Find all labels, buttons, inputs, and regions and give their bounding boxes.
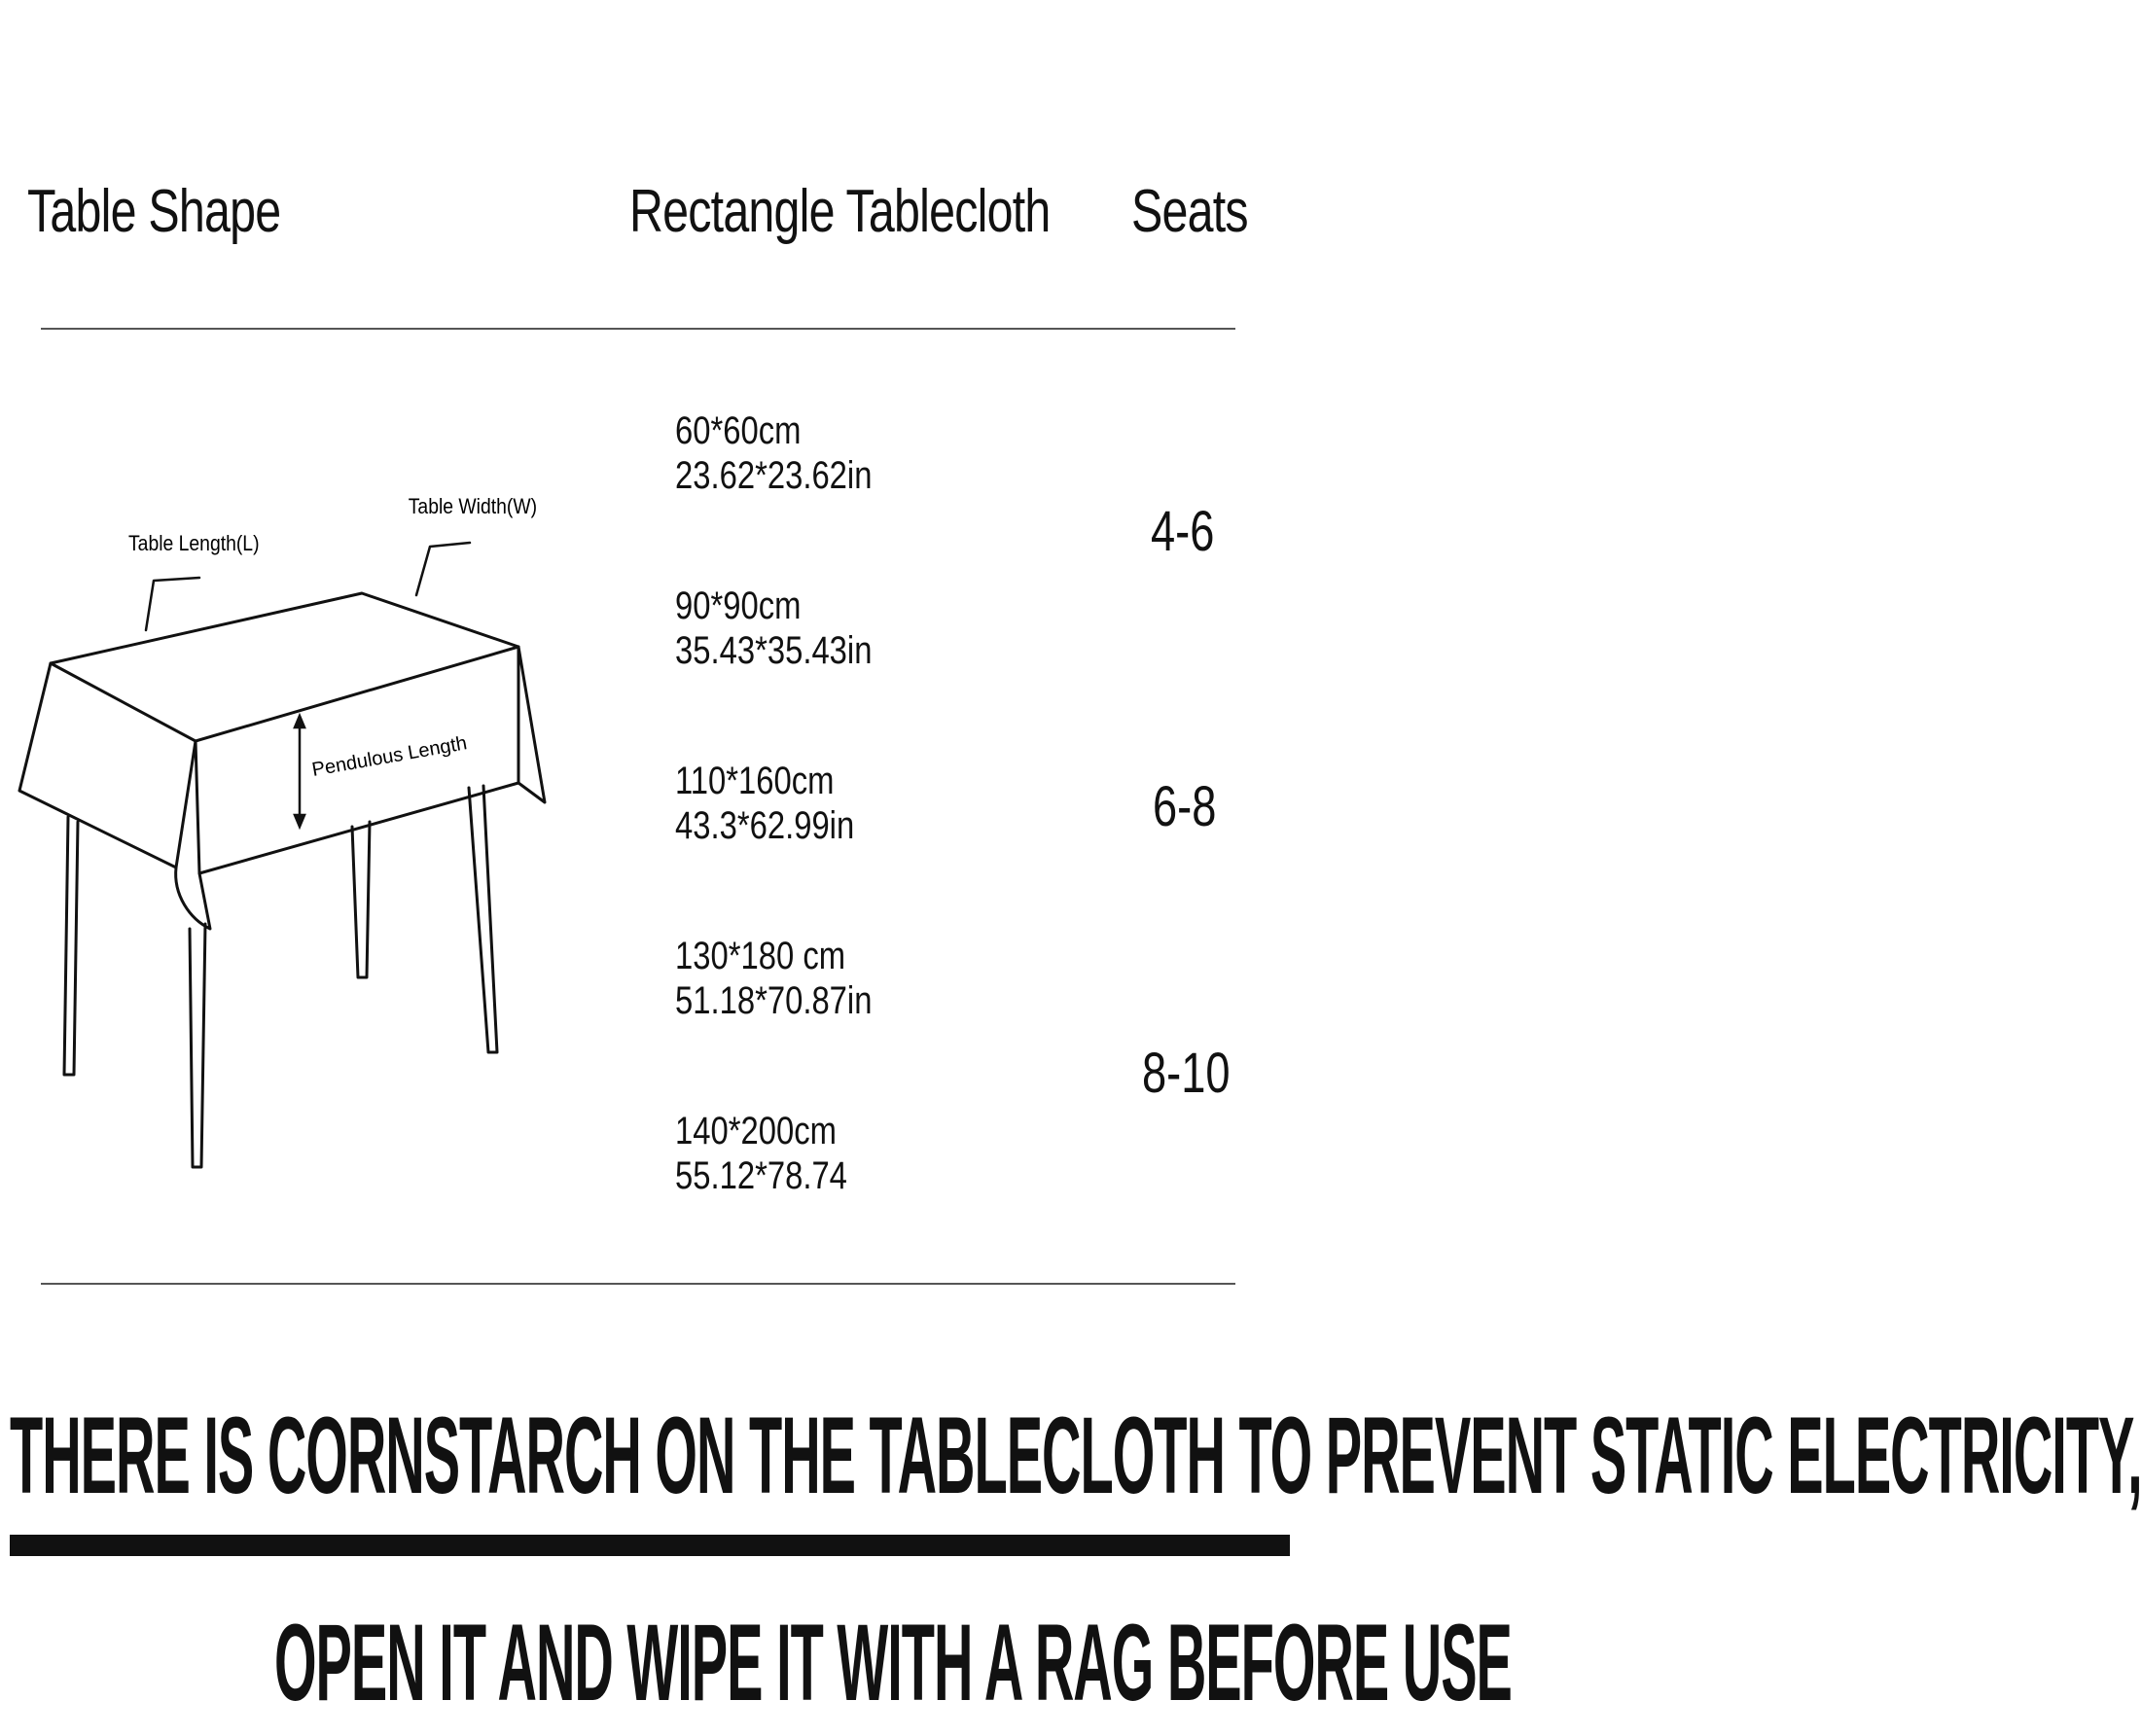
- size-in: 51.18*70.87in: [675, 979, 873, 1022]
- pendulous-arrow-bottom: [295, 815, 304, 827]
- seats-header: Seats: [1131, 178, 1248, 245]
- size-option-1: [675, 408, 872, 498]
- size-option-2: [675, 584, 872, 673]
- table-shape-header: Table Shape: [27, 178, 281, 245]
- size-cm: 130*180 cm: [675, 935, 846, 977]
- seats-value-3: 8-10: [1142, 1042, 1231, 1105]
- seats-value-1: 4-6: [1151, 500, 1215, 563]
- size-option-3: [675, 759, 854, 848]
- leg-front-right: [190, 924, 205, 1167]
- size-in: 35.43*35.43in: [675, 629, 873, 672]
- size-in: 23.62*23.62in: [675, 454, 873, 497]
- width-pointer: [416, 543, 470, 595]
- leg-back-left: [352, 822, 370, 977]
- notice-underline: [10, 1535, 1290, 1556]
- bottom-divider: [41, 1283, 1235, 1285]
- size-in: 43.3*62.99in: [675, 804, 855, 847]
- leg-back-right: [469, 786, 497, 1052]
- right-corner-drape: [518, 647, 545, 802]
- rectangle-tablecloth-header: Rectangle Tablecloth: [629, 178, 1051, 245]
- notice-line-2: OPEN IT AND WIPE IT WITH A RAG BEFORE USE: [274, 1602, 1512, 1723]
- table-diagram: [0, 486, 564, 1187]
- tabletop-outline: [51, 593, 518, 741]
- top-divider: [41, 328, 1235, 330]
- corner-fold: [176, 868, 210, 929]
- size-option-4: [675, 934, 872, 1023]
- seats-value-2: 6-8: [1153, 775, 1217, 838]
- pendulous-length-label: Pendulous Length: [310, 732, 469, 781]
- length-pointer: [146, 578, 199, 630]
- size-cm: 90*90cm: [675, 585, 802, 627]
- pendulous-arrow-top: [295, 716, 304, 727]
- leg-front-left: [64, 817, 78, 1075]
- size-cm: 110*160cm: [675, 760, 835, 802]
- table-width-label: Table Width(W): [408, 494, 538, 519]
- table-length-label: Table Length(L): [128, 531, 260, 556]
- size-in: 55.12*78.74: [675, 1154, 847, 1197]
- notice-line-1: THERE IS CORNSTARCH ON THE TABLECLOTH TO PREVENT STATIC ELECTRICITY,: [10, 1395, 2142, 1516]
- size-option-5: [675, 1109, 847, 1198]
- size-cm: 140*200cm: [675, 1110, 837, 1152]
- size-cm: 60*60cm: [675, 409, 802, 452]
